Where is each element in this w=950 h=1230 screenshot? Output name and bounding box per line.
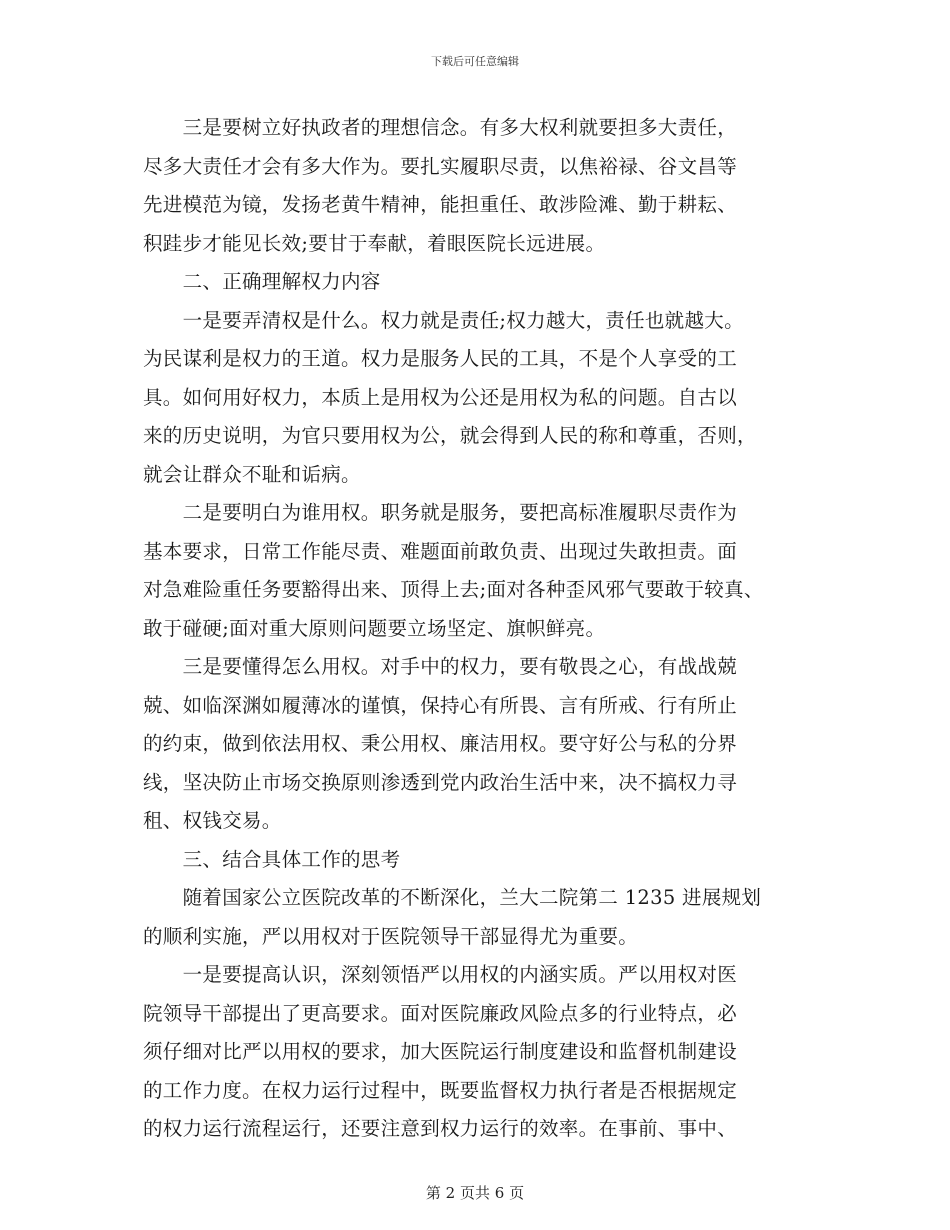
text-line: 基本要求，日常工作能尽责、难题面前敢负责、出现过失敢担责。面 (143, 539, 738, 563)
text-line: 的工作力度。在权力运行过程中，既要监督权力执行者是否根据规定 (143, 1078, 738, 1102)
text-line: 积跬步才能见长效;要甘于奉献，着眼医院长远进展。 (143, 231, 606, 255)
text-line: 三是要懂得怎么用权。对手中的权力，要有敬畏之心，有战战兢 (143, 655, 738, 678)
text-line: 三是要树立好执政者的理想信念。有多大权利就要担多大责任， (143, 116, 738, 139)
text-line: 的约束，做到依法用权、秉公用权、廉洁用权。要守好公与私的分界 (143, 732, 738, 755)
page-footer: 第 2 页共 6 页 (425, 1184, 525, 1202)
text-line: 对急难险重任务要豁得出来、顶得上去;面对各种歪风邪气要敢于较真、 (143, 578, 764, 601)
text-line: 须仔细对比严以用权的要求，加大医院运行制度建设和监督机制建设 (143, 1040, 738, 1063)
text-line: 租、权钱交易。 (143, 809, 282, 832)
text-line: 兢、如临深渊如履薄冰的谨慎，保持心有所畏、言有所戒、行有所止 (143, 693, 738, 717)
text-line: 的顺利实施，严以用权对于医院领导干部显得尤为重要。 (143, 924, 639, 948)
text-line: 二是要明白为谁用权。职务就是服务，要把高标准履职尽责作为 (143, 501, 738, 524)
page-header: 下载后可任意编辑 (431, 55, 519, 68)
text-line: 的权力运行流程运行，还要注意到权力运行的效率。在事前、事中、 (143, 1117, 738, 1140)
text-line: 敢于碰硬;面对重大原则问题要立场坚定、旗帜鲜亮。 (143, 616, 606, 640)
text-line: 先进模范为镜，发扬老黄牛精神，能担重任、敢涉险滩、勤于耕耘、 (143, 193, 738, 216)
text-line: 线，坚决防止市场交换原则渗透到党内政治生活中来，决不搞权力寻 (143, 770, 738, 794)
text-line: 尽多大责任才会有多大作为。要扎实履职尽责，以焦裕禄、谷文昌等 (143, 154, 738, 178)
section-heading: 三、结合具体工作的思考 (143, 847, 401, 871)
section-heading: 二、正确理解权力内容 (143, 270, 381, 293)
text-line: 具。如何用好权力，本质上是用权为公还是用权为私的问题。自古以 (143, 385, 738, 409)
text-line: 一是要提高认识，深刻领悟严以用权的内涵实质。严以用权对医 (143, 963, 738, 986)
text-line: 就会让群众不耻和诟病。 (143, 462, 361, 486)
text-line: 院领导干部提出了更高要求。面对医院廉政风险点多的行业特点，必 (143, 1001, 738, 1025)
text-line: 一是要弄清权是什么。权力就是责任;权力越大，责任也就越大。 (143, 308, 744, 332)
document-body (143, 109, 819, 1149)
text-line: 来的历史说明，为官只要用权为公，就会得到人民的称和尊重，否则， (143, 424, 757, 447)
text-line: 随着国家公立医院改革的不断深化，兰大二院第二 1235 进展规划 (143, 886, 762, 909)
text-line: 为民谋利是权力的王道。权力是服务人民的工具，不是个人享受的工 (143, 347, 738, 370)
